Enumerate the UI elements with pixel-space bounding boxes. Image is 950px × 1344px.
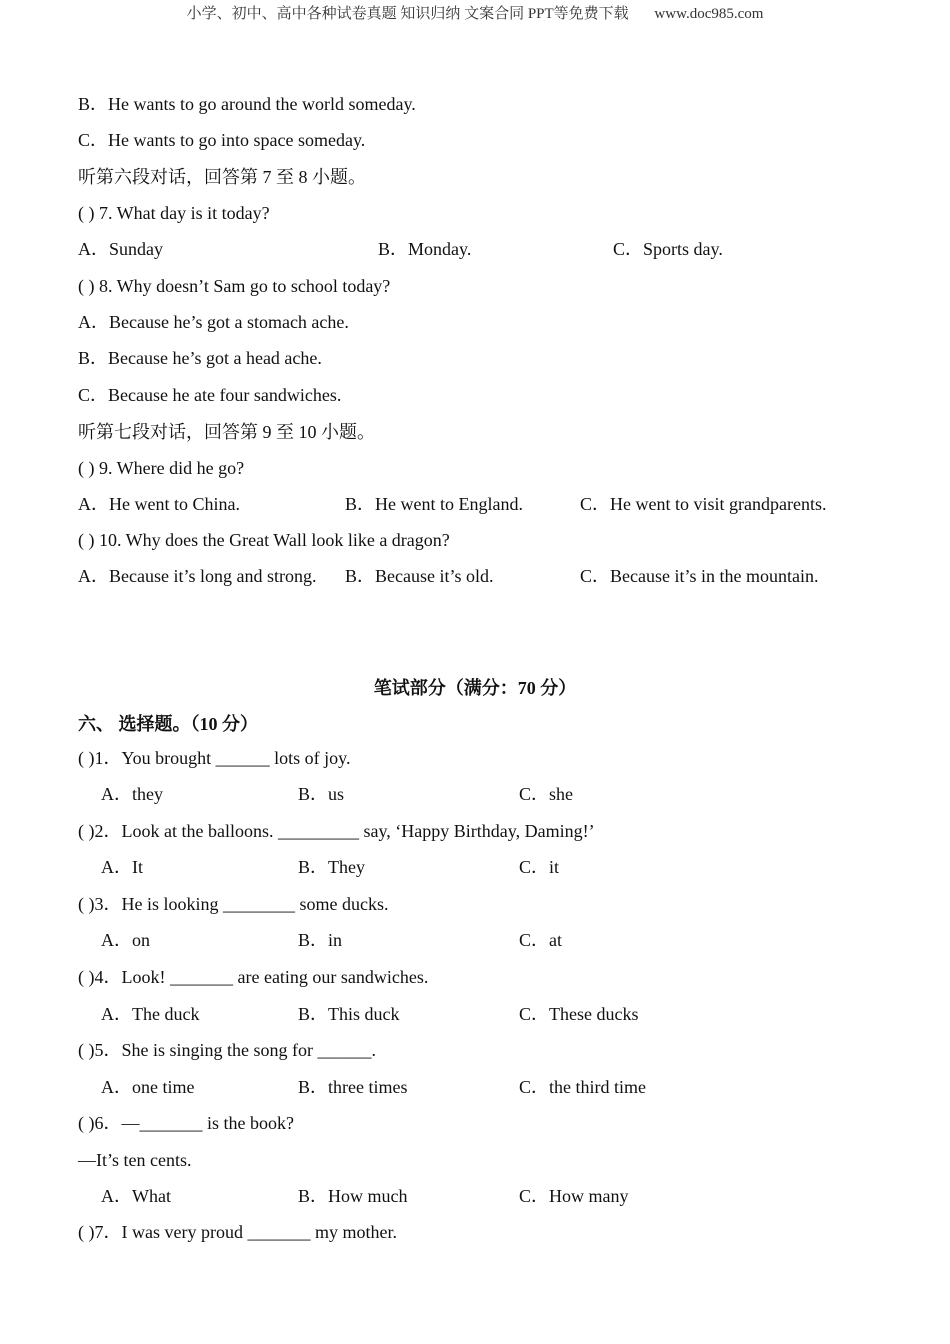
mc1-option-b: B．us [298, 784, 345, 804]
q7-option-a: A．Sunday [78, 239, 163, 259]
mc6-option-a: A．What [101, 1186, 171, 1206]
mc1-option-a: A．they [101, 784, 163, 804]
q9-option-a: A．He went to China. [78, 494, 240, 514]
mc3-option-c: C．at [519, 930, 562, 950]
dialog7-instruction: 听第七段对话，回答第 9 至 10 小题。 [78, 422, 375, 442]
header-text: 小学、初中、高中各种试卷真题 知识归纳 文案合同 PPT等免费下载 [186, 6, 629, 22]
mc1-option-c: C．she [519, 784, 573, 804]
mc-question-7: ( )7．I was very proud _______ my mother. [78, 1222, 397, 1242]
mc-question-6: ( )6．—_______ is the book? [78, 1113, 294, 1133]
q10-option-a: A．Because it’s long and strong. [78, 566, 317, 586]
q7-option-b: B．Monday. [378, 239, 472, 259]
q6-option-c: C．He wants to go into space someday. [78, 130, 366, 150]
mc-question-4: ( )4．Look! _______ are eating our sandwiches. [78, 967, 429, 987]
mc2-option-b: B．They [298, 857, 365, 877]
q10-option-c: C．Because it’s in the mountain. [580, 566, 819, 586]
q7-option-c: C．Sports day. [613, 239, 723, 259]
page-header [0, 2, 950, 23]
header-url[interactable]: www.doc985.com [654, 6, 764, 22]
question-7: ( ) 7. What day is it today? [78, 203, 270, 223]
mc4-option-c: C．These ducks [519, 1004, 639, 1024]
mc6-option-b: B．How much [298, 1186, 408, 1206]
q10-option-b: B．Because it’s old. [345, 566, 494, 586]
q9-option-c: C．He went to visit grandparents. [580, 494, 827, 514]
mc-question-1: ( )1．You brought ______ lots of joy. [78, 748, 351, 768]
question-10: ( ) 10. Why does the Great Wall look like a dragon? [78, 530, 450, 550]
section-6-heading: 六、 选择题。（10 分） [78, 714, 258, 734]
mc5-option-b: B．three times [298, 1077, 408, 1097]
q9-option-b: B．He went to England. [345, 494, 523, 514]
mc5-option-c: C．the third time [519, 1077, 646, 1097]
mc3-option-b: B．in [298, 930, 343, 950]
mc-question-5: ( )5．She is singing the song for ______. [78, 1040, 376, 1060]
dialog6-instruction: 听第六段对话，回答第 7 至 8 小题。 [78, 167, 366, 187]
mc6-reply: —It’s ten cents. [78, 1150, 192, 1170]
q8-option-c: C．Because he ate four sandwiches. [78, 385, 342, 405]
mc5-option-a: A．one time [101, 1077, 195, 1097]
mc4-option-b: B．This duck [298, 1004, 400, 1024]
q6-option-b: B．He wants to go around the world someday. [78, 94, 416, 114]
question-8: ( ) 8. Why doesn’t Sam go to school today? [78, 276, 391, 296]
mc-question-3: ( )3．He is looking ________ some ducks. [78, 894, 389, 914]
mc2-option-a: A．It [101, 857, 143, 877]
mc6-option-c: C．How many [519, 1186, 629, 1206]
written-part-title: 笔试部分（满分：70 分） [373, 678, 577, 698]
mc-question-2: ( )2．Look at the balloons. _________ say, ‘Happy Birthday, Daming!’ [78, 821, 595, 841]
q8-option-b: B．Because he’s got a head ache. [78, 348, 322, 368]
q8-option-a: A．Because he’s got a stomach ache. [78, 312, 349, 332]
mc4-option-a: A．The duck [101, 1004, 200, 1024]
question-9: ( ) 9. Where did he go? [78, 458, 245, 478]
mc2-option-c: C．it [519, 857, 560, 877]
mc3-option-a: A．on [101, 930, 150, 950]
